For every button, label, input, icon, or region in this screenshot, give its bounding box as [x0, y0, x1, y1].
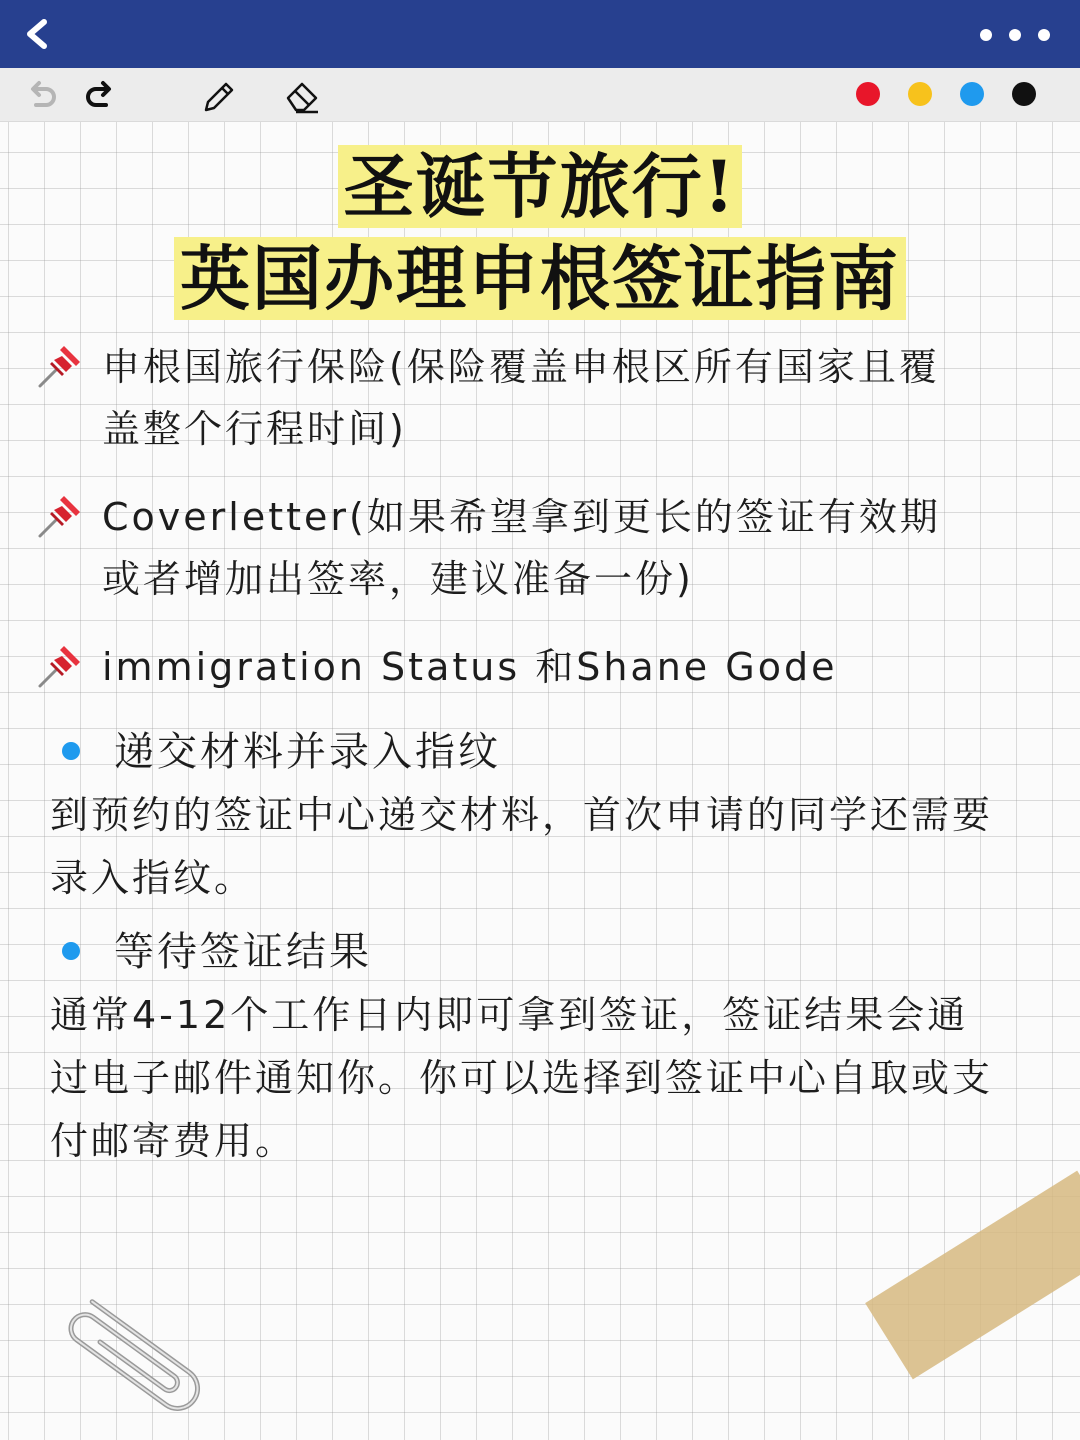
pencil-icon	[198, 76, 238, 116]
section-body: 到预约的签证中心递交材料，首次申请的同学还需要 录入指纹。	[50, 793, 994, 900]
section-heading-label: 递交材料并录入指纹	[114, 729, 501, 775]
section-heading	[62, 924, 662, 980]
pencil-tool-button[interactable]	[198, 76, 238, 116]
pushpin-icon	[36, 342, 84, 390]
title-highlight: 圣诞节旅行!	[338, 145, 743, 228]
color-blue-swatch[interactable]	[960, 82, 984, 106]
eraser-icon	[282, 76, 322, 116]
title-highlight: 英国办理申根签证指南	[174, 237, 906, 320]
pin-item	[36, 636, 1066, 702]
pin-item	[36, 486, 1066, 616]
chevron-left-icon	[18, 14, 58, 54]
section-heading	[62, 724, 662, 780]
bullet-dot-icon	[62, 742, 80, 760]
color-red-swatch[interactable]	[856, 82, 880, 106]
back-button[interactable]	[18, 14, 58, 54]
pushpin-icon	[36, 642, 84, 690]
more-dot	[980, 29, 992, 41]
masking-tape-decoration	[865, 1171, 1080, 1380]
section-body: 通常4-12个工作日内即可拿到签证，签证结果会通 过电子邮件通知你。你可以选择到签证中心自取或支 付邮寄费用。	[50, 993, 994, 1163]
top-nav-bar	[0, 0, 1080, 68]
more-options-button[interactable]	[980, 22, 1050, 48]
pin-text: 申根国旅行保险(保险覆盖申根区所有国家且覆 盖整个行程时间)	[102, 345, 940, 451]
title-line-1	[0, 146, 1080, 228]
pushpin-icon	[36, 492, 84, 540]
section-heading-label: 等待签证结果	[114, 929, 372, 975]
undo-icon	[22, 76, 62, 116]
pin-text: immigration Status 和Shane Gode	[102, 645, 838, 689]
redo-icon	[80, 76, 120, 116]
pin-item	[36, 336, 1066, 466]
bullet-dot-icon	[62, 942, 80, 960]
more-dot	[1038, 29, 1050, 41]
redo-button[interactable]	[80, 76, 120, 116]
more-dot	[1009, 29, 1021, 41]
undo-button[interactable]	[22, 76, 62, 116]
pin-text: Coverletter(如果希望拿到更长的签证有效期 或者增加出签率，建议准备一份)	[102, 495, 941, 601]
title-line-2	[0, 238, 1080, 320]
eraser-tool-button[interactable]	[282, 76, 322, 116]
color-black-swatch[interactable]	[1012, 82, 1036, 106]
paperclip-icon	[40, 1280, 240, 1430]
color-yellow-swatch[interactable]	[908, 82, 932, 106]
